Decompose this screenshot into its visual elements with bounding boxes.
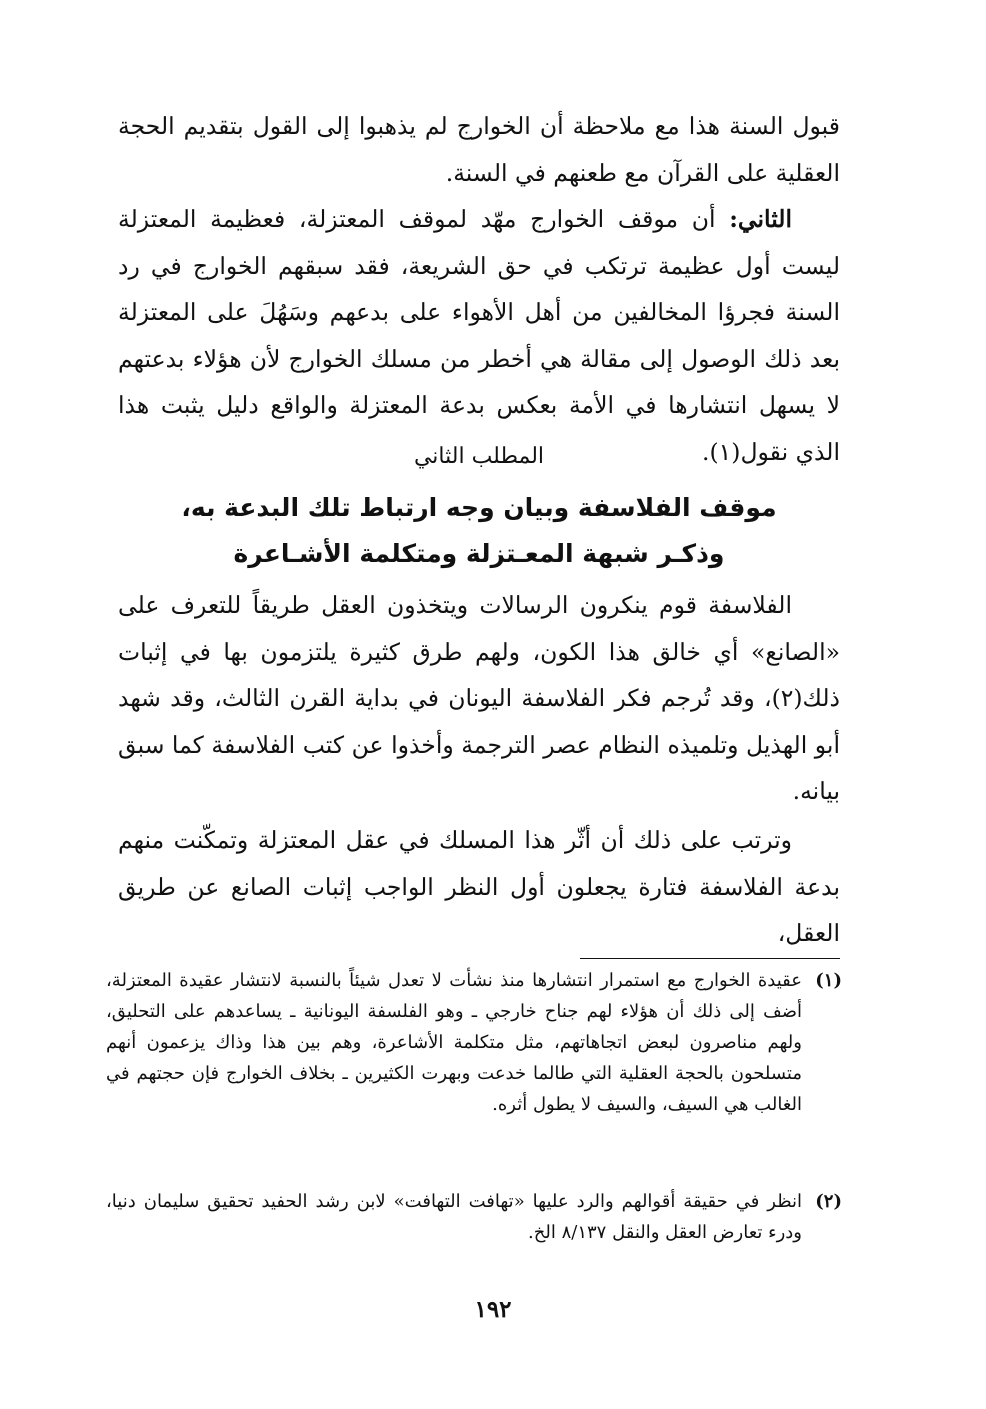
paragraph-2-lead: الثاني: [729, 205, 792, 233]
section-title-line-2: وذكـر شبهة المعـتزلة ومتكلمة الأشـاعرة [233, 539, 725, 568]
footnote-1 [106, 965, 842, 1120]
footnote-2 [106, 1186, 842, 1248]
paragraph-1: قبول السنة هذا مع ملاحظة أن الخوارج لم يذهبوا إلى القول بتقديم الحجة العقلية على القرآن مع طعنهم في السنة. [118, 112, 840, 187]
paragraph-2-body: أن موقف الخوارج مهّد لموقف المعتزلة، فعظيمة المعتزلة ليست أول عظيمة ترتكب في حق الشريعة، فقد سبقهم الخوارج في رد السنة فجرؤا المخالفين من أهل الأهواء على بدعهم وسَهُلَ على المعتزلة بعد ذلك الوصول إلى مقالة هي أخطر من مسلك الخوارج لأن هؤلاء بدعتهم لا يسهل انتشارها في الأمة بعكس بدعة المعتزلة والواقع دليل يثبت هذا الذي نقول(١). [118, 205, 840, 466]
section-label: المطلب الثاني [413, 444, 545, 469]
page-number: ١٩٢ [474, 1296, 512, 1323]
footnote-separator [580, 958, 840, 959]
section-title-line-1: موقف الفلاسفة وبيان وجه ارتباط تلك البدعة به، [181, 493, 777, 522]
footnote-2-text: انظر في حقيقة أقوالهم والرد عليها «تهافت التهافت» لابن رشد الحفيد تحقيق سليمان دنيا، ودرء تعارض العقل والنقل ٨/١٣٧ الخ. [106, 1191, 802, 1243]
footnote-2-marker: (٢) [815, 1191, 842, 1212]
footnote-1-marker: (١) [815, 970, 842, 991]
paragraph-3: الفلاسفة قوم ينكرون الرسالات ويتخذون العقل طريقاً للتعرف على «الصانع» أي خالق هذا الكون، ولهم طرق كثيرة يلتزمون بها في إثبات ذلك(٢)، وقد تُرجم فكر الفلاسفة اليونان في بداية القرن الثالث، وقد شهد أبو الهذيل وتلميذه النظام عصر الترجمة وأخذوا عن كتب الفلاسفة كما سبق بيانه. [118, 591, 840, 805]
paragraph-4: وترتب على ذلك أن أثّر هذا المسلك في عقل المعتزلة وتمكّنت منهم بدعة الفلاسفة فتارة يجعلون أول النظر الواجب إثبات الصانع عن طريق العقل، [118, 826, 840, 947]
paragraph-2 [118, 196, 840, 475]
footnote-1-text: عقيدة الخوارج مع استمرار انتشارها منذ نشأت لا تعدل شيئاً بالنسبة لانتشار عقيدة المعتزلة، أضف إلى ذلك أن هؤلاء لهم جناح خارجي ـ وهو الفلسفة اليونانية ـ يساعدهم على التحليق، ولهم مناصرون لبعض اتجاهاتهم، مثل متكلمة الأشاعرة، وهم بين هذا وذاك يزعمون أنهم متسلحون بالحجة العقلية التي طالما خدعت وبهرت الكثيرين ـ بخلاف الخوارج فإن حجتهم في الغالب هي السيف، والسيف لا يطول أثره. [106, 970, 802, 1115]
